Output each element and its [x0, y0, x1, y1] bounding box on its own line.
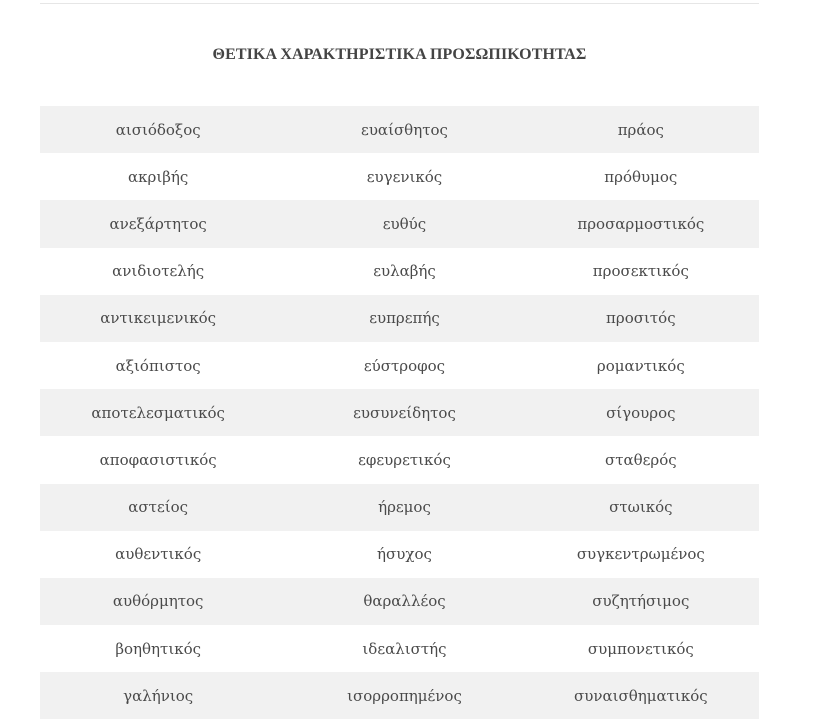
table-cell: ήσυχος	[377, 545, 432, 564]
table-cell: ευλαβής	[373, 262, 436, 281]
table-row	[40, 248, 759, 295]
table-cell: ισορροπημένος	[347, 686, 462, 705]
table-cell: σταθερός	[604, 450, 677, 469]
table-cell: ανιδιοτελής	[112, 262, 205, 281]
table-row	[40, 672, 759, 719]
table-cell: αξιόπιστος	[115, 356, 201, 375]
table-cell: αποτελεσματικός	[91, 403, 225, 422]
table-cell: εύστροφος	[363, 356, 446, 375]
table-cell: αισιόδοξος	[115, 120, 201, 139]
table-cell: ευσυνείδητος	[353, 403, 456, 422]
table-cell: συγκεντρωμένος	[576, 545, 705, 564]
table-cell: προσαρμοστικός	[577, 214, 705, 233]
table-cell: εφευρετικός	[358, 450, 451, 469]
table-cell: ήρεμος	[378, 498, 431, 517]
table-cell: ανεξάρτητος	[109, 214, 207, 233]
table-row	[40, 295, 759, 342]
table-cell: πράος	[617, 120, 664, 139]
table-row	[40, 106, 759, 153]
table-cell: ευπρεπής	[369, 309, 440, 328]
table-row	[40, 484, 759, 531]
table-cell: αστείος	[128, 498, 189, 517]
table-cell: ευαίσθητος	[361, 120, 448, 139]
table-row	[40, 153, 759, 200]
table-cell: συμπονετικός	[587, 639, 694, 658]
traits-table	[40, 106, 759, 719]
table-cell: πρόθυμος	[604, 167, 678, 186]
table-row	[40, 436, 759, 483]
top-divider	[40, 0, 759, 4]
table-row	[40, 578, 759, 625]
table-cell: αυθεντικός	[115, 545, 202, 564]
table-cell: αποφασιστικός	[99, 450, 217, 469]
table-row	[40, 625, 759, 672]
table-cell: αυθόρμητος	[112, 592, 204, 611]
page-title: ΘΕΤΙΚΑ ΧΑΡΑΚΤΗΡΙΣΤΙΚΑ ΠΡΟΣΩΠΙΚΟΤΗΤΑΣ	[212, 46, 587, 63]
table-cell: συζητήσιμος	[592, 592, 690, 611]
table-cell: ευθύς	[382, 214, 427, 233]
table-cell: στωικός	[609, 498, 673, 517]
table-cell: βοηθητικός	[115, 639, 202, 658]
table-row	[40, 342, 759, 389]
table-cell: ρομαντικός	[596, 356, 685, 375]
table-cell: ακριβής	[128, 167, 189, 186]
table-cell: θαραλλέος	[363, 592, 446, 611]
table-cell: προσεκτικός	[592, 262, 689, 281]
table-cell: ευγενικός	[366, 167, 443, 186]
table-cell: ιδεαλιστής	[362, 639, 447, 658]
table-row	[40, 531, 759, 578]
table-cell: σίγουρος	[606, 403, 676, 422]
table-row	[40, 389, 759, 436]
table-cell: προσιτός	[606, 309, 676, 328]
table-cell: αντικειμενικός	[100, 309, 217, 328]
table-cell: συναισθηματικός	[574, 686, 708, 705]
table-row	[40, 200, 759, 247]
table-cell: γαλήνιος	[123, 686, 194, 705]
